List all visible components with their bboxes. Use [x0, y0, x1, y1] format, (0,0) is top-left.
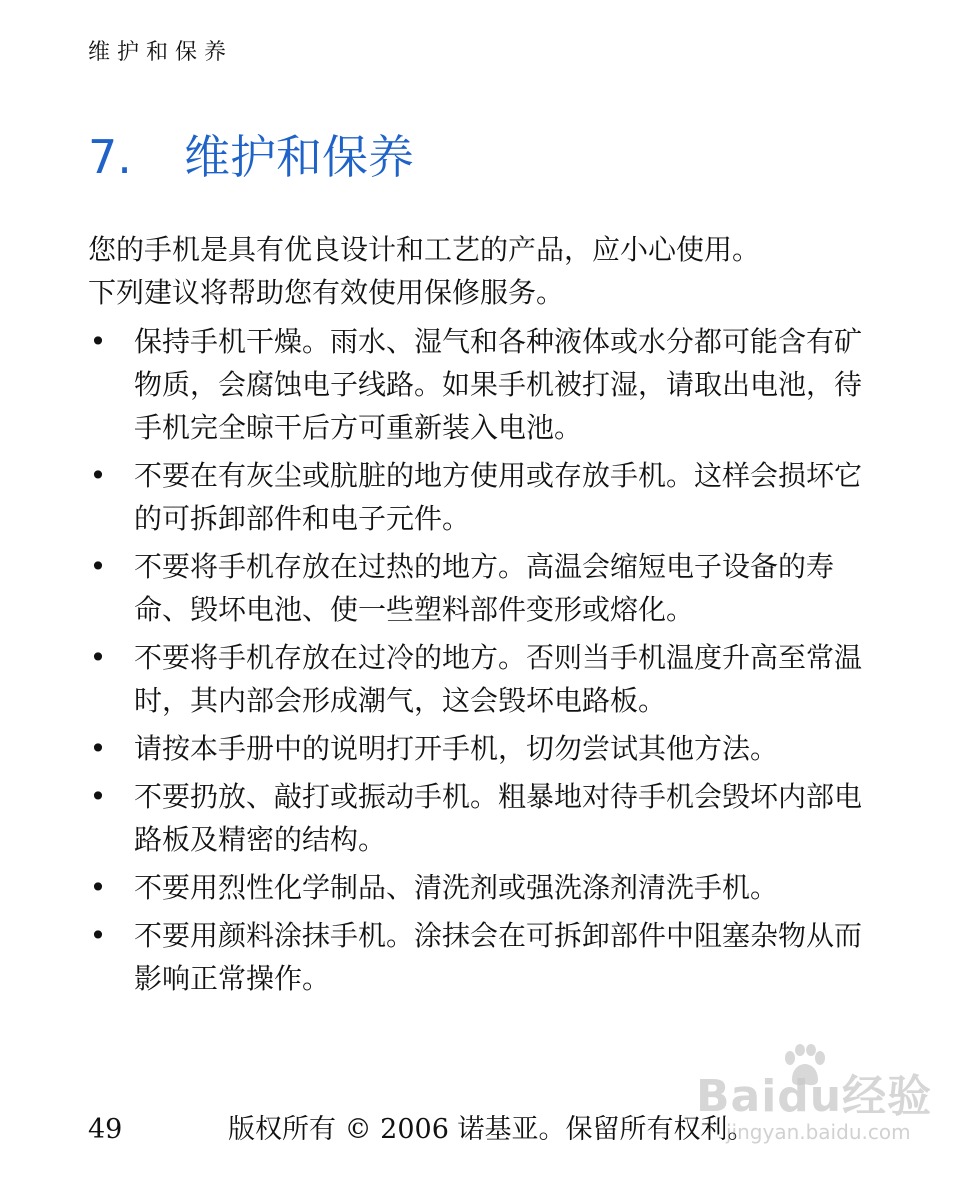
- list-item: [88, 727, 888, 770]
- bullet-icon: •: [89, 732, 107, 765]
- list-item-text: 不要在有灰尘或肮脏的地方使用或存放手机。这样会损坏它的可拆卸部件和电子元件。: [134, 459, 863, 535]
- chapter-title-text: 维护和保养: [184, 130, 414, 184]
- list-item: [88, 454, 888, 540]
- chapter-title: [88, 126, 414, 188]
- list-item-text: 不要用烈性化学制品、清洗剂或强洗涤剂清洗手机。: [134, 871, 779, 904]
- chapter-number: 7.: [88, 130, 132, 184]
- list-item: [88, 914, 888, 1000]
- bullet-icon: •: [89, 780, 107, 813]
- care-tips-list: [88, 320, 888, 1005]
- watermark-url: jingyan.baidu.com: [726, 1120, 911, 1144]
- list-item: [88, 320, 888, 449]
- running-header: 维护和保养: [88, 40, 234, 65]
- list-item-text: 不要将手机存放在过冷的地方。否则当手机温度升高至常温时，其内部会形成潮气，这会毁坏电路板。: [134, 641, 863, 717]
- list-item: [88, 545, 888, 631]
- list-item-text: 不要用颜料涂抹手机。涂抹会在可拆卸部件中阻塞杂物从而影响正常操作。: [134, 919, 863, 995]
- list-item: [88, 636, 888, 722]
- list-item-text: 保持手机干燥。雨水、湿气和各种液体或水分都可能含有矿物质，会腐蚀电子线路。如果手机被打湿，请取出电池，待手机完全晾干后方可重新装入电池。: [134, 325, 863, 444]
- intro-line: 下列建议将帮助您有效使用保修服务。: [88, 276, 565, 309]
- list-item: [88, 775, 888, 861]
- bullet-icon: •: [89, 325, 107, 358]
- intro-line: 您的手机是具有优良设计和工艺的产品，应小心使用。: [88, 233, 761, 266]
- list-item-text: 不要将手机存放在过热的地方。高温会缩短电子设备的寿命、毁坏电池、使一些塑料部件变形或熔化。: [134, 550, 835, 626]
- page-number: 49: [88, 1114, 123, 1145]
- bullet-icon: •: [89, 871, 107, 904]
- copyright-notice: 版权所有 © 2006 诺基亚。保留所有权利。: [228, 1114, 755, 1145]
- intro-paragraph: [88, 228, 878, 314]
- list-item-text: 请按本手册中的说明打开手机，切勿尝试其他方法。: [134, 732, 779, 765]
- list-item-text: 不要扔放、敲打或振动手机。粗暴地对待手机会毁坏内部电路板及精密的结构。: [134, 780, 863, 856]
- bullet-icon: •: [89, 919, 107, 952]
- bullet-icon: •: [89, 459, 107, 492]
- bullet-icon: •: [89, 641, 107, 674]
- watermark-logo-text: Baidu经验: [696, 1071, 933, 1122]
- bullet-icon: •: [89, 550, 107, 583]
- list-item: [88, 866, 888, 909]
